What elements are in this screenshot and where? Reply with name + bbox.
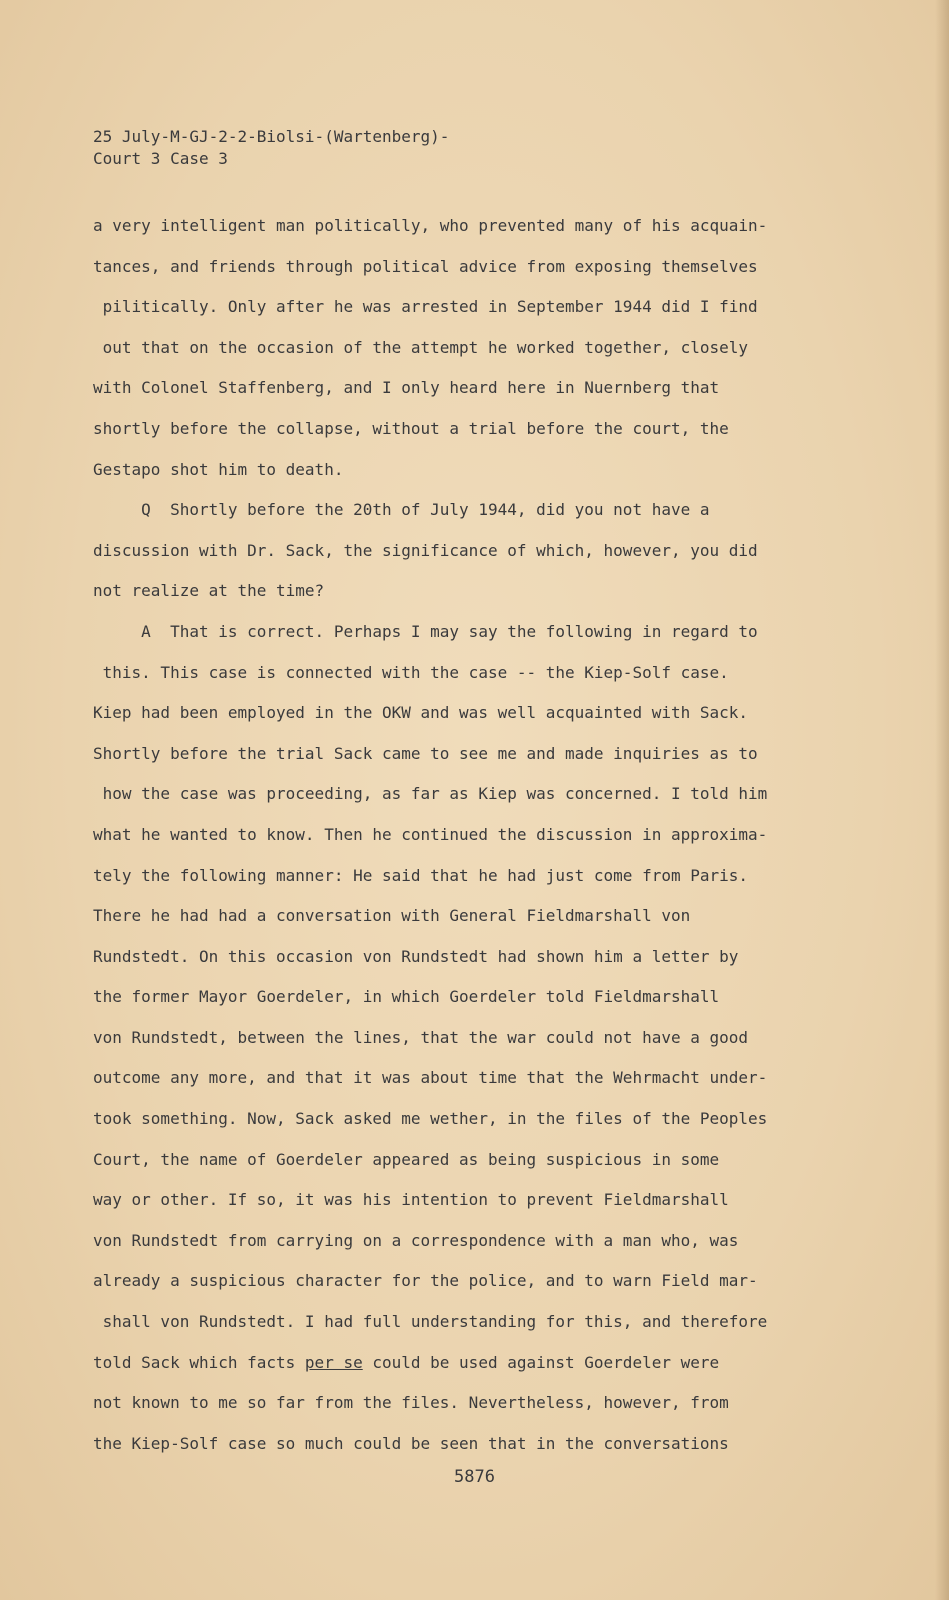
text-line: shortly before the collapse, without a trial before the court, the: [93, 418, 729, 438]
underlined-phrase: per se: [304, 1352, 363, 1372]
text-line: the former Mayor Goerdeler, in which Goerdeler told Fieldmarshall: [93, 987, 720, 1007]
page-edge-shadow: [935, 0, 949, 1600]
text-line: this. This case is connected with the case -- the Kiep-Solf case.: [93, 662, 729, 682]
text-line: There he had had a conversation with General Fieldmarshall von: [93, 906, 691, 926]
text-line: Rundstedt. On this occasion von Rundstedt had shown him a letter by: [93, 946, 739, 966]
text-line: took something. Now, Sack asked me wether, in the files of the Peoples: [93, 1109, 768, 1129]
text-line: Court, the name of Goerdeler appeared as being suspicious in some: [93, 1149, 720, 1169]
text-line: how the case was proceeding, as far as Kiep was concerned. I told him: [93, 784, 768, 804]
document-header: [93, 126, 449, 170]
text-line: the Kiep-Solf case so much could be seen that in the conversations: [93, 1433, 729, 1453]
text-line: already a suspicious character for the police, and to warn Field mar-: [93, 1271, 758, 1291]
text-line: A That is correct. Perhaps I may say the following in regard to: [93, 621, 758, 641]
header-line-1: 25 July-M-GJ-2-2-Biolsi-(Wartenberg)-: [93, 127, 450, 146]
text-line: Q Shortly before the 20th of July 1944, did you not have a: [93, 500, 710, 520]
text-line: shall von Rundstedt. I had full understanding for this, and therefore: [93, 1312, 768, 1332]
text-line: way or other. If so, it was his intention to prevent Fieldmarshall: [93, 1190, 729, 1210]
text-line: not realize at the time?: [93, 581, 325, 601]
text-line: Kiep had been employed in the OKW and was well acquainted with Sack.: [93, 703, 749, 723]
text-line: tances, and friends through political advice from exposing themselves: [93, 256, 758, 276]
text-line: discussion with Dr. Sack, the significance of which, however, you did: [93, 540, 758, 560]
text-line: a very intelligent man politically, who prevented many of his acquain-: [93, 216, 768, 235]
text-line: tely the following manner: He said that he had just come from Paris.: [93, 865, 749, 885]
text-line: von Rundstedt, between the lines, that the war could not have a good: [93, 1027, 749, 1047]
text-line-head: told Sack which facts: [93, 1352, 305, 1372]
text-line: what he wanted to know. Then he continued the discussion in approxima-: [93, 824, 768, 844]
text-line: Shortly before the trial Sack came to see me and made inquiries as to: [93, 743, 758, 763]
text-line: pilitically. Only after he was arrested in September 1944 did I find: [93, 297, 758, 317]
text-line-with-underline: [93, 1343, 813, 1384]
document-body: [93, 206, 813, 1464]
text-line: von Rundstedt from carrying on a correspondence with a man who, was: [93, 1230, 739, 1250]
text-line: with Colonel Staffenberg, and I only heard here in Nuernberg that: [93, 378, 720, 398]
text-line: not known to me so far from the files. Nevertheless, however, from: [93, 1393, 729, 1413]
text-line: Gestapo shot him to death.: [93, 459, 344, 479]
page-number: 5876: [454, 1467, 495, 1487]
text-line: outcome any more, and that it was about time that the Wehrmacht under-: [93, 1068, 768, 1088]
text-line-tail: could be used against Goerdeler were: [362, 1352, 720, 1372]
header-line-2: Court 3 Case 3: [93, 149, 228, 168]
text-line: out that on the occasion of the attempt he worked together, closely: [93, 337, 749, 357]
